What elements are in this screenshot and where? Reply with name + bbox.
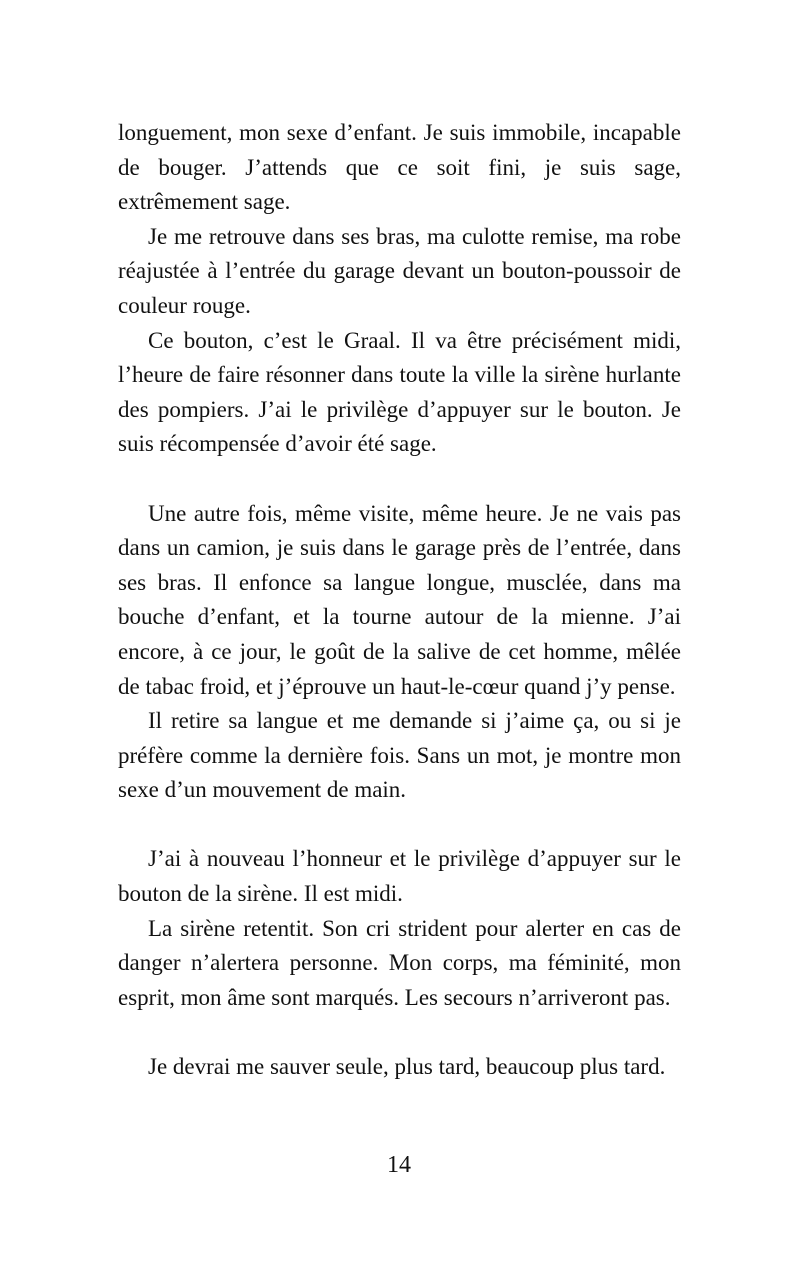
- paragraph: Je me retrouve dans ses bras, ma culotte remise, ma robe réajustée à l’entrée du garage devant un bouton-poussoir de couleur rouge.: [118, 223, 681, 318]
- paragraph: Une autre fois, même visite, même heure. Je ne vais pas dans un camion, je suis dans le garage près de l’entrée, dans ses bras. Il enfonce sa langue longue, musclée, dans ma bouche d’enfant, et la tourne autour de la mienne. J’ai encore, à ce jour, le goût de la salive de cet homme, mêlée de tabac froid, et j’éprouve un haut-le-cœur quand j’y pense.: [118, 500, 681, 699]
- paragraph: Il retire sa langue et me demande si j’aime ça, ou si je préfère comme la dernière fois. Sans un mot, je montre mon sexe d’un mouvement de main.: [118, 708, 681, 803]
- paragraph: Je devrai me sauver seule, plus tard, beaucoup plus tard.: [148, 1054, 666, 1080]
- page-number: 14: [387, 1152, 411, 1178]
- section-break: [118, 1015, 681, 1050]
- section-break: [118, 808, 681, 843]
- paragraph-continuation: longuement, mon sexe d’enfant. Je suis immobile, incapable de bouger. J’attends que ce soit fini, je suis sage, extrêmement sage.: [118, 120, 681, 215]
- paragraph: Ce bouton, c’est le Graal. Il va être précisément midi, l’heure de faire résonner dans toute la ville la sirène hurlante des pompiers. J’ai le privilège d’appuyer sur le bouton. Je suis récompensée d’avoir été sage.: [118, 327, 681, 457]
- paragraph: La sirène retentit. Son cri strident pour alerter en cas de danger n’alertera personne. Mon corps, ma féminité, mon esprit, mon âme sont marqués. Les secours n’arriveront pas.: [118, 915, 681, 1010]
- section-break: [118, 462, 681, 497]
- page-body: [118, 116, 681, 1085]
- paragraph: J’ai à nouveau l’honneur et le privilège d’appuyer sur le bouton de la sirène. Il est midi.: [118, 846, 681, 907]
